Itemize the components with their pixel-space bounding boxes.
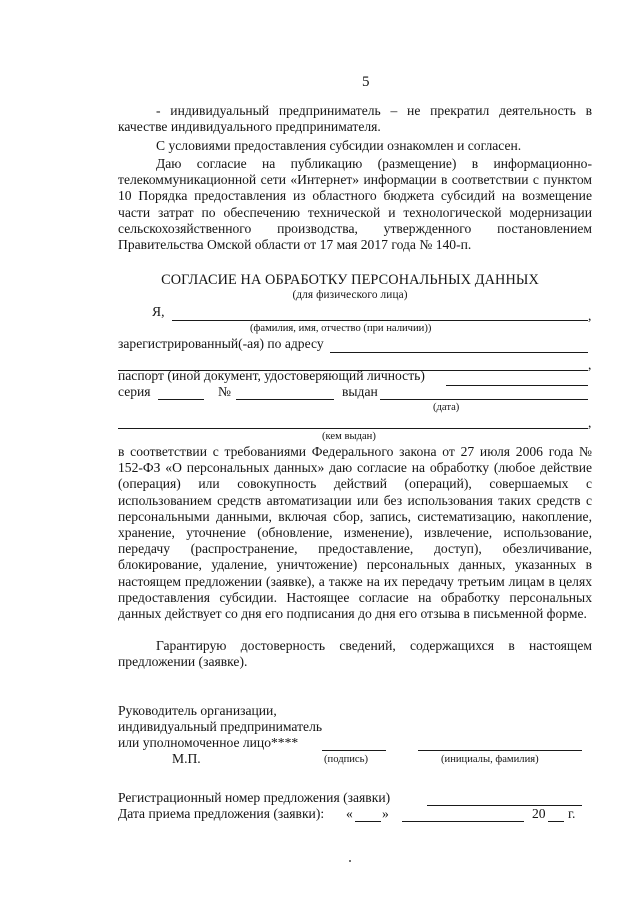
registered-label: зарегистрированный(-ая) по адресу: [118, 336, 324, 351]
year-prefix: 20: [532, 806, 546, 821]
number-label: №: [218, 384, 231, 399]
ya-label: Я,: [152, 304, 165, 319]
signature-line-1: Руководитель организации,: [118, 703, 277, 718]
intro-item: - индивидуальный предприниматель – не прекратил деятельность в качестве индивидуального предпринимателя.: [118, 103, 592, 135]
issued-by-line: [118, 428, 588, 429]
signature-line-2: индивидуальный предприниматель: [118, 719, 323, 734]
day-line: [355, 821, 381, 822]
name-caption: (инициалы, фамилия): [441, 754, 539, 765]
reg-number-line: [427, 805, 582, 806]
address-comma: ,: [588, 357, 592, 372]
fio-caption: (фамилия, имя, отчество (при наличии)): [250, 323, 432, 334]
signature-line: [322, 750, 386, 751]
date-accept-label: Дата приема предложения (заявки):: [118, 806, 325, 821]
date-open-quote: «: [346, 806, 353, 821]
consent-subtitle: (для физического лица): [292, 289, 408, 301]
sign-caption: (подпись): [324, 754, 368, 765]
passport-line: [446, 385, 588, 386]
number-line: [236, 399, 334, 400]
year-suffix: г.: [568, 806, 576, 821]
issued-label: выдан: [342, 384, 378, 399]
year-line: [548, 821, 564, 822]
date-caption: (дата): [433, 402, 460, 413]
series-label: серия: [118, 384, 151, 399]
guarantee-text: Гарантирую достоверность сведений, содержащихся в настоящем предложении (заявке).: [118, 638, 592, 670]
page-number: 5: [362, 74, 370, 90]
fio-line: [172, 320, 588, 321]
address-line-1: [330, 352, 588, 353]
series-line: [158, 399, 204, 400]
date-close-quote: »: [382, 806, 389, 821]
scan-speck: [349, 860, 351, 862]
reg-number-label: Регистрационный номер предложения (заявки): [118, 790, 391, 805]
issued-by-caption: (кем выдан): [322, 431, 376, 442]
name-line: [418, 750, 582, 751]
consent-body: в соответствии с требованиями Федерального закона от 27 июля 2006 года № 152-ФЗ «О персональных данных» даю согласие на обработку (любое действие (операция) или совокупность действий (операций), совершаемых с использованием средств автоматизации или без использования таких средств с персональными данными, включая сбор, запись, систематизацию, накопление, хранение, уточнение (обновление, изменение), извлечение, использование, передачу (распространение, предоставление, доступ), обезличивание, блокирование, удаление, уничтожение) персональных данных, указанных в настоящем предложении (заявке), а также на их передачу третьим лицам в целях предоставления субсидии. Настоящее согласие на обработку персональных данных действует со дня его подписания до дня его отзыва в письменной форме.: [118, 444, 592, 622]
month-line: [402, 821, 524, 822]
signature-line-3: или уполномоченное лицо****: [118, 735, 299, 750]
consent-title: СОГЛАСИЕ НА ОБРАБОТКУ ПЕРСОНАЛЬНЫХ ДАННЫХ: [161, 272, 539, 288]
fio-comma: ,: [588, 308, 592, 323]
conditions-text: С условиями предоставления субсидии ознакомлен и согласен.: [156, 138, 522, 153]
passport-label: паспорт (иной документ, удостоверяющий личность): [118, 368, 425, 383]
publication-consent-text: Даю согласие на публикацию (размещение) в информационно-телекоммуникационной сети «Интернет» информации в соответствии с пунктом 10 Порядка предоставления из областного бюджета субсидий на возмещение части затрат по обеспечению технической и технологической модернизации сельскохозяйственного производства, утвержденного постановлением Правительства Омской области от 17 мая 2017 года № 140-п.: [118, 156, 592, 253]
mp-label: М.П.: [172, 751, 201, 766]
issued-by-comma: ,: [588, 415, 592, 430]
issued-date-line: [380, 399, 588, 400]
